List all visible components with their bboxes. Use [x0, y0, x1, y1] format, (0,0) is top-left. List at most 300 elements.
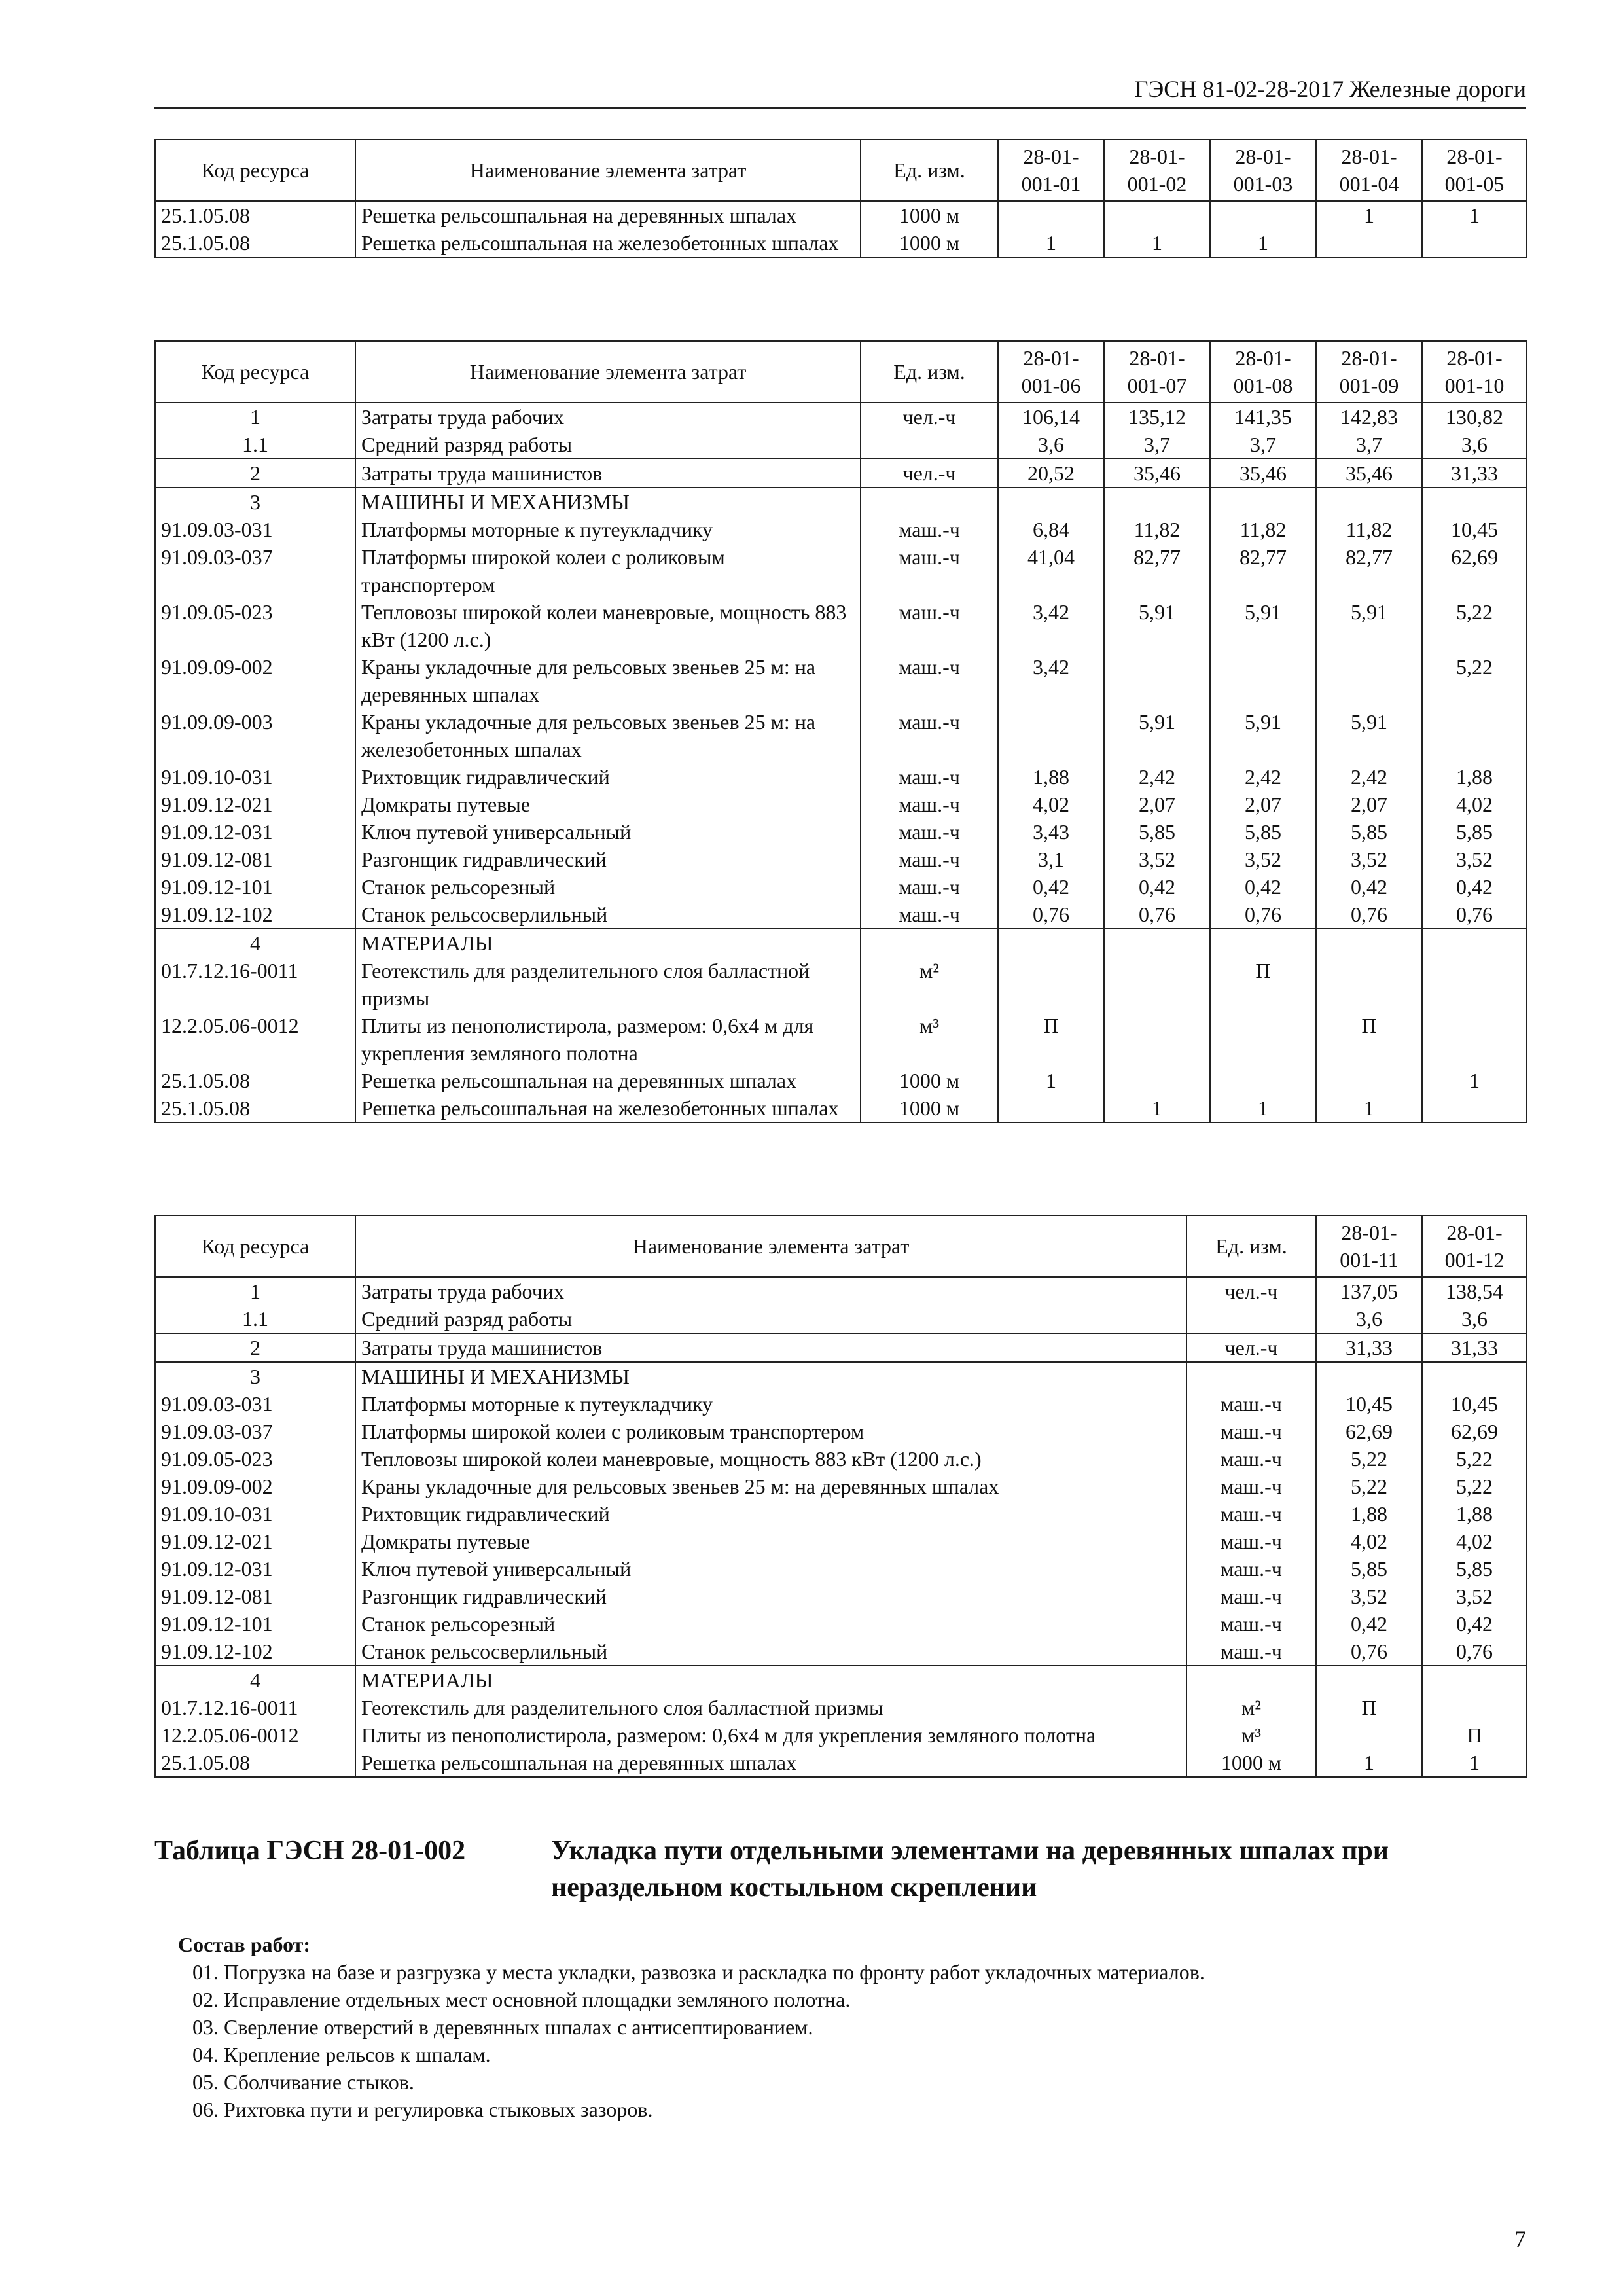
- table-row: [155, 1555, 1527, 1583]
- resource-value: 1,88: [998, 763, 1104, 791]
- resource-unit: [861, 431, 998, 459]
- resource-value: 3,52: [1104, 846, 1210, 873]
- resource-value: [1316, 1666, 1422, 1694]
- resource-value: [1104, 201, 1210, 229]
- resource-value: П: [1316, 1694, 1422, 1721]
- resource-code: 91.09.12-021: [155, 1528, 355, 1555]
- resource-unit: маш.-ч: [1186, 1473, 1316, 1500]
- resource-unit: чел.-ч: [1186, 1333, 1316, 1362]
- resource-value: 62,69: [1422, 1418, 1527, 1445]
- table-row: [155, 929, 1527, 957]
- table-row: [155, 1305, 1527, 1333]
- col-header-norm: 28-01- 001-09: [1316, 341, 1422, 403]
- table-row: [155, 516, 1527, 543]
- resource-name: Платформы моторные к путеукладчику: [355, 516, 861, 543]
- resource-code: 01.7.12.16-0011: [155, 1694, 355, 1721]
- resource-unit: [1186, 1305, 1316, 1333]
- resource-value: [1316, 1067, 1422, 1094]
- col-header-name: Наименование элемента затрат: [355, 139, 861, 201]
- resource-unit: чел.-ч: [861, 459, 998, 488]
- col-header-norm: 28-01- 001-12: [1422, 1215, 1527, 1277]
- col-header-norm: 28-01- 001-11: [1316, 1215, 1422, 1277]
- resource-value: [1104, 488, 1210, 516]
- resource-name: МАТЕРИАЛЫ: [355, 929, 861, 957]
- resource-value: [1104, 1067, 1210, 1094]
- resource-value: 35,46: [1104, 459, 1210, 488]
- resource-value: 1: [1316, 1094, 1422, 1122]
- col-header-code: Код ресурса: [155, 341, 355, 403]
- resource-code: 91.09.12-081: [155, 1583, 355, 1610]
- resource-value: 10,45: [1422, 516, 1527, 543]
- resource-value: 3,1: [998, 846, 1104, 873]
- resource-value: [1316, 1721, 1422, 1749]
- resource-name: Ключ путевой универсальный: [355, 1555, 1186, 1583]
- resource-value: 35,46: [1316, 459, 1422, 488]
- resource-value: 3,52: [1422, 846, 1527, 873]
- resource-value: 135,12: [1104, 403, 1210, 431]
- resource-unit: 1000 м: [861, 1094, 998, 1122]
- resource-unit: [861, 929, 998, 957]
- resource-value: 5,22: [1422, 1473, 1527, 1500]
- resource-value: [1316, 929, 1422, 957]
- resource-table-3: [154, 1215, 1527, 1778]
- resource-value: 0,76: [1422, 901, 1527, 929]
- resource-code: 25.1.05.08: [155, 1749, 355, 1777]
- table-row: [155, 957, 1527, 1012]
- col-header-norm: 28-01- 001-07: [1104, 341, 1210, 403]
- resource-value: 20,52: [998, 459, 1104, 488]
- resource-name: МАШИНЫ И МЕХАНИЗМЫ: [355, 488, 861, 516]
- resource-unit: маш.-ч: [861, 846, 998, 873]
- resource-name: Краны укладочные для рельсовых звеньев 25 м: на железобетонных шпалах: [355, 708, 861, 763]
- header-row: [155, 341, 1527, 403]
- table-row: [155, 598, 1527, 653]
- resource-value: [1316, 229, 1422, 257]
- resource-value: [1210, 201, 1316, 229]
- resource-value: 2,07: [1210, 791, 1316, 818]
- resource-name: Тепловозы широкой колеи маневровые, мощность 883 кВт (1200 л.с.): [355, 598, 861, 653]
- resource-value: 3,52: [1210, 846, 1316, 873]
- resource-name: Средний разряд работы: [355, 1305, 1186, 1333]
- resource-value: 0,42: [1422, 1610, 1527, 1638]
- resource-code: 25.1.05.08: [155, 201, 355, 229]
- table-row: [155, 818, 1527, 846]
- resource-name: МАТЕРИАЛЫ: [355, 1666, 1186, 1694]
- resource-value: [1104, 1012, 1210, 1067]
- table-row: [155, 1528, 1527, 1555]
- resource-value: 4,02: [1422, 791, 1527, 818]
- resource-value: 1: [1422, 1067, 1527, 1094]
- resource-name: Станок рельсосверлильный: [355, 901, 861, 929]
- resource-value: 3,7: [1104, 431, 1210, 459]
- resource-name: Платформы широкой колеи с роликовым транспортером: [355, 1418, 1186, 1445]
- resource-value: [998, 1094, 1104, 1122]
- resource-name: Станок рельсосверлильный: [355, 1638, 1186, 1666]
- resource-value: [1422, 1694, 1527, 1721]
- header-row: [155, 1215, 1527, 1277]
- resource-name: Платформы моторные к путеукладчику: [355, 1390, 1186, 1418]
- resource-name: Тепловозы широкой колеи маневровые, мощность 883 кВт (1200 л.с.): [355, 1445, 1186, 1473]
- resource-value: [1210, 1012, 1316, 1067]
- resource-name: Затраты труда машинистов: [355, 1333, 1186, 1362]
- resource-code: 91.09.03-037: [155, 543, 355, 598]
- resource-value: 82,77: [1316, 543, 1422, 598]
- col-header-norm: 28-01- 001-01: [998, 139, 1104, 201]
- resource-value: 3,6: [1316, 1305, 1422, 1333]
- resource-value: 82,77: [1210, 543, 1316, 598]
- resource-value: 1: [1422, 1749, 1527, 1777]
- resource-value: 0,76: [1422, 1638, 1527, 1666]
- resource-value: 0,42: [1316, 1610, 1422, 1638]
- resource-value: 142,83: [1316, 403, 1422, 431]
- resource-value: [1422, 229, 1527, 257]
- resource-value: 5,85: [1422, 818, 1527, 846]
- resource-name: Разгонщик гидравлический: [355, 846, 861, 873]
- resource-code: 25.1.05.08: [155, 1067, 355, 1094]
- resource-value: П: [1210, 957, 1316, 1012]
- col-header-norm: 28-01- 001-08: [1210, 341, 1316, 403]
- resource-code: 91.09.09-002: [155, 1473, 355, 1500]
- resource-name: Платформы широкой колеи с роликовым транспортером: [355, 543, 861, 598]
- resource-unit: 1000 м: [861, 201, 998, 229]
- resource-value: [1210, 653, 1316, 708]
- resource-value: 3,42: [998, 598, 1104, 653]
- resource-code: 1.1: [155, 1305, 355, 1333]
- running-header: ГЭСН 81-02-28-2017 Железные дороги: [154, 73, 1526, 109]
- resource-value: 1: [998, 229, 1104, 257]
- col-header-unit: Ед. изм.: [1186, 1215, 1316, 1277]
- resource-value: 4,02: [1422, 1528, 1527, 1555]
- resource-name: Решетка рельсошпальная на деревянных шпалах: [355, 1749, 1186, 1777]
- table-row: [155, 229, 1527, 257]
- table-row: [155, 1362, 1527, 1390]
- resource-value: 1,88: [1316, 1500, 1422, 1528]
- resource-code: 91.09.05-023: [155, 598, 355, 653]
- resource-value: 5,91: [1316, 708, 1422, 763]
- work-item: 05. Сболчивание стыков.: [192, 2070, 414, 2094]
- resource-name: Геотекстиль для разделительного слоя балластной призмы: [355, 957, 861, 1012]
- table-row: [155, 1666, 1527, 1694]
- resource-unit: [861, 488, 998, 516]
- resource-value: 137,05: [1316, 1277, 1422, 1305]
- resource-value: 3,42: [998, 653, 1104, 708]
- resource-code: 91.09.12-021: [155, 791, 355, 818]
- work-composition: [178, 1931, 1205, 2123]
- resource-value: 62,69: [1316, 1418, 1422, 1445]
- resource-value: 3,52: [1316, 846, 1422, 873]
- resource-unit: маш.-ч: [1186, 1390, 1316, 1418]
- resource-code: 4: [155, 929, 355, 957]
- resource-value: 2,42: [1210, 763, 1316, 791]
- table-row: [155, 1500, 1527, 1528]
- resource-value: 5,85: [1104, 818, 1210, 846]
- resource-unit: маш.-ч: [1186, 1500, 1316, 1528]
- resource-value: 41,04: [998, 543, 1104, 598]
- resource-unit: маш.-ч: [1186, 1610, 1316, 1638]
- resource-unit: 1000 м: [861, 1067, 998, 1094]
- resource-unit: маш.-ч: [1186, 1583, 1316, 1610]
- table-row: [155, 1067, 1527, 1094]
- resource-value: 1: [1104, 229, 1210, 257]
- resource-value: 2,42: [1104, 763, 1210, 791]
- resource-name: Плиты из пенополистирола, размером: 0,6х4 м для укрепления земляного полотна: [355, 1012, 861, 1067]
- table-row: [155, 1418, 1527, 1445]
- resource-code: 91.09.10-031: [155, 763, 355, 791]
- table-row: [155, 763, 1527, 791]
- resource-value: [998, 201, 1104, 229]
- resource-value: 3,52: [1422, 1583, 1527, 1610]
- resource-name: Геотекстиль для разделительного слоя балластной призмы: [355, 1694, 1186, 1721]
- resource-value: [1316, 488, 1422, 516]
- resource-code: 4: [155, 1666, 355, 1694]
- resource-value: 1: [1210, 1094, 1316, 1122]
- resource-value: 0,42: [1104, 873, 1210, 901]
- resource-name: Домкраты путевые: [355, 791, 861, 818]
- resource-unit: м²: [1186, 1694, 1316, 1721]
- resource-unit: маш.-ч: [861, 598, 998, 653]
- resource-name: Решетка рельсошпальная на деревянных шпалах: [355, 201, 861, 229]
- resource-name: Решетка рельсошпальная на железобетонных шпалах: [355, 229, 861, 257]
- resource-code: 91.09.09-002: [155, 653, 355, 708]
- resource-value: 0,76: [998, 901, 1104, 929]
- resource-name: Станок рельсорезный: [355, 1610, 1186, 1638]
- resource-code: 91.09.10-031: [155, 1500, 355, 1528]
- table-row: [155, 1721, 1527, 1749]
- resource-value: [1316, 1362, 1422, 1390]
- resource-value: 5,91: [1210, 598, 1316, 653]
- col-header-norm: 28-01- 001-02: [1104, 139, 1210, 201]
- work-item: 01. Погрузка на базе и разгрузка у места укладки, развозка и раскладка по фронту работ укладочных материалов.: [192, 1960, 1205, 1984]
- resource-value: П: [1316, 1012, 1422, 1067]
- resource-value: 3,7: [1316, 431, 1422, 459]
- resource-unit: маш.-ч: [861, 901, 998, 929]
- resource-unit: м³: [861, 1012, 998, 1067]
- resource-value: П: [998, 1012, 1104, 1067]
- resource-value: 3,6: [1422, 431, 1527, 459]
- resource-unit: маш.-ч: [861, 708, 998, 763]
- resource-code: 01.7.12.16-0011: [155, 957, 355, 1012]
- resource-code: 3: [155, 1362, 355, 1390]
- resource-value: 11,82: [1316, 516, 1422, 543]
- resource-unit: м³: [1186, 1721, 1316, 1749]
- table-label: Таблица ГЭСН 28-01-002: [154, 1836, 466, 1866]
- resource-code: 91.09.12-102: [155, 901, 355, 929]
- resource-value: 1: [1104, 1094, 1210, 1122]
- resource-unit: чел.-ч: [861, 403, 998, 431]
- work-item: 03. Сверление отверстий в деревянных шпалах с антисептированием.: [192, 2015, 813, 2039]
- table-row: [155, 1749, 1527, 1777]
- resource-name: Решетка рельсошпальная на железобетонных шпалах: [355, 1094, 861, 1122]
- resource-code: 3: [155, 488, 355, 516]
- resource-name: Краны укладочные для рельсовых звеньев 25 м: на деревянных шпалах: [355, 653, 861, 708]
- resource-value: 5,91: [1316, 598, 1422, 653]
- resource-value: 31,33: [1422, 459, 1527, 488]
- resource-unit: 1000 м: [1186, 1749, 1316, 1777]
- resource-code: 12.2.05.06-0012: [155, 1012, 355, 1067]
- table-row: [155, 1277, 1527, 1305]
- resource-unit: [1186, 1666, 1316, 1694]
- resource-value: 5,85: [1316, 818, 1422, 846]
- resource-code: 2: [155, 459, 355, 488]
- resource-value: 141,35: [1210, 403, 1316, 431]
- resource-value: 3,43: [998, 818, 1104, 846]
- resource-unit: 1000 м: [861, 229, 998, 257]
- resource-value: 1: [998, 1067, 1104, 1094]
- resource-value: 5,22: [1316, 1445, 1422, 1473]
- resource-name: Рихтовщик гидравлический: [355, 763, 861, 791]
- col-header-norm: 28-01- 001-10: [1422, 341, 1527, 403]
- col-header-norm: 28-01- 001-03: [1210, 139, 1316, 201]
- resource-unit: чел.-ч: [1186, 1277, 1316, 1305]
- resource-value: 5,91: [1104, 598, 1210, 653]
- resource-unit: маш.-ч: [861, 763, 998, 791]
- resource-value: [1210, 488, 1316, 516]
- resource-value: [1422, 1666, 1527, 1694]
- resource-unit: маш.-ч: [861, 543, 998, 598]
- work-heading: Состав работ:: [178, 1933, 311, 1956]
- resource-name: Решетка рельсошпальная на деревянных шпалах: [355, 1067, 861, 1094]
- resource-name: Домкраты путевые: [355, 1528, 1186, 1555]
- resource-value: 1: [1316, 1749, 1422, 1777]
- resource-value: [998, 708, 1104, 763]
- table-row: [155, 873, 1527, 901]
- resource-unit: маш.-ч: [861, 653, 998, 708]
- col-header-norm: 28-01- 001-06: [998, 341, 1104, 403]
- resource-value: [1422, 708, 1527, 763]
- resource-value: 3,52: [1316, 1583, 1422, 1610]
- work-item: 04. Крепление рельсов к шпалам.: [192, 2043, 491, 2066]
- resource-value: [1422, 929, 1527, 957]
- resource-code: 91.09.12-081: [155, 846, 355, 873]
- resource-unit: маш.-ч: [1186, 1418, 1316, 1445]
- resource-name: Затраты труда рабочих: [355, 1277, 1186, 1305]
- work-list: [178, 1958, 1205, 2123]
- resource-value: 2,42: [1316, 763, 1422, 791]
- resource-table-2: [154, 340, 1527, 1123]
- resource-value: 4,02: [1316, 1528, 1422, 1555]
- table-row: [155, 1638, 1527, 1666]
- resource-value: 5,22: [1316, 1473, 1422, 1500]
- resource-code: 91.09.12-031: [155, 1555, 355, 1583]
- table-row: [155, 901, 1527, 929]
- table-row: [155, 1094, 1527, 1122]
- col-header-unit: Ед. изм.: [861, 139, 998, 201]
- resource-value: 62,69: [1422, 543, 1527, 598]
- resource-value: [1422, 1362, 1527, 1390]
- resource-value: 0,42: [1210, 873, 1316, 901]
- resource-value: 0,76: [1104, 901, 1210, 929]
- resource-value: 1: [1210, 229, 1316, 257]
- page-number: 7: [1514, 2226, 1526, 2252]
- resource-value: 31,33: [1316, 1333, 1422, 1362]
- resource-value: 31,33: [1422, 1333, 1527, 1362]
- resource-value: 1: [1316, 201, 1422, 229]
- table-row: [155, 846, 1527, 873]
- table-row: [155, 791, 1527, 818]
- resource-value: 10,45: [1316, 1390, 1422, 1418]
- resource-name: Разгонщик гидравлический: [355, 1583, 1186, 1610]
- table-row: [155, 403, 1527, 431]
- resource-value: 5,22: [1422, 653, 1527, 708]
- resource-value: [1422, 1094, 1527, 1122]
- resource-value: [1422, 957, 1527, 1012]
- resource-value: 0,76: [1210, 901, 1316, 929]
- table-row: [155, 431, 1527, 459]
- table-row: [155, 1012, 1527, 1067]
- col-header-name: Наименование элемента затрат: [355, 341, 861, 403]
- resource-name: Затраты труда машинистов: [355, 459, 861, 488]
- table-row: [155, 1390, 1527, 1418]
- resource-code: 91.09.12-101: [155, 873, 355, 901]
- resource-value: [1104, 653, 1210, 708]
- col-header-code: Код ресурса: [155, 1215, 355, 1277]
- col-header-norm: 28-01- 001-04: [1316, 139, 1422, 201]
- resource-value: 11,82: [1104, 516, 1210, 543]
- resource-unit: маш.-ч: [861, 791, 998, 818]
- resource-name: Плиты из пенополистирола, размером: 0,6х4 м для укрепления земляного полотна: [355, 1721, 1186, 1749]
- resource-code: 91.09.05-023: [155, 1445, 355, 1473]
- resource-value: 106,14: [998, 403, 1104, 431]
- work-item: 02. Исправление отдельных мест основной площадки земляного полотна.: [192, 1988, 851, 2011]
- resource-value: [998, 488, 1104, 516]
- resource-value: 2,07: [1104, 791, 1210, 818]
- resource-value: [1104, 957, 1210, 1012]
- resource-value: 0,42: [1422, 873, 1527, 901]
- resource-value: 6,84: [998, 516, 1104, 543]
- resource-value: 1,88: [1422, 763, 1527, 791]
- resource-name: Средний разряд работы: [355, 431, 861, 459]
- resource-value: 138,54: [1422, 1277, 1527, 1305]
- resource-name: Затраты труда рабочих: [355, 403, 861, 431]
- table-row: [155, 543, 1527, 598]
- resource-value: 0,76: [1316, 1638, 1422, 1666]
- resource-unit: маш.-ч: [861, 818, 998, 846]
- table-title: Укладка пути отдельными элементами на деревянных шпалах при нераздельном костыльном скреплении: [551, 1836, 1389, 1903]
- resource-value: 3,6: [1422, 1305, 1527, 1333]
- table-row: [155, 1473, 1527, 1500]
- resource-unit: маш.-ч: [1186, 1528, 1316, 1555]
- col-header-norm: 28-01- 001-05: [1422, 139, 1527, 201]
- resource-value: 5,85: [1316, 1555, 1422, 1583]
- resource-value: [1210, 1067, 1316, 1094]
- resource-value: [998, 957, 1104, 1012]
- resource-code: 91.09.12-102: [155, 1638, 355, 1666]
- resource-unit: [1186, 1362, 1316, 1390]
- resource-code: 91.09.12-031: [155, 818, 355, 846]
- table-row: [155, 1445, 1527, 1473]
- table-row: [155, 1610, 1527, 1638]
- resource-value: 1: [1422, 201, 1527, 229]
- table-row: [155, 1583, 1527, 1610]
- resource-value: 2,07: [1316, 791, 1422, 818]
- resource-value: 5,22: [1422, 598, 1527, 653]
- header-row: [155, 139, 1527, 201]
- resource-name: Краны укладочные для рельсовых звеньев 25 м: на деревянных шпалах: [355, 1473, 1186, 1500]
- table-row: [155, 653, 1527, 708]
- resource-value: 35,46: [1210, 459, 1316, 488]
- resource-value: 5,22: [1422, 1445, 1527, 1473]
- resource-unit: маш.-ч: [1186, 1555, 1316, 1583]
- table-row: [155, 708, 1527, 763]
- resource-value: 130,82: [1422, 403, 1527, 431]
- resource-name: МАШИНЫ И МЕХАНИЗМЫ: [355, 1362, 1186, 1390]
- work-item: 06. Рихтовка пути и регулировка стыковых зазоров.: [192, 2098, 653, 2121]
- resource-code: 25.1.05.08: [155, 1094, 355, 1122]
- resource-code: 91.09.09-003: [155, 708, 355, 763]
- resource-value: [1210, 929, 1316, 957]
- resource-value: 5,91: [1104, 708, 1210, 763]
- resource-value: [1422, 1012, 1527, 1067]
